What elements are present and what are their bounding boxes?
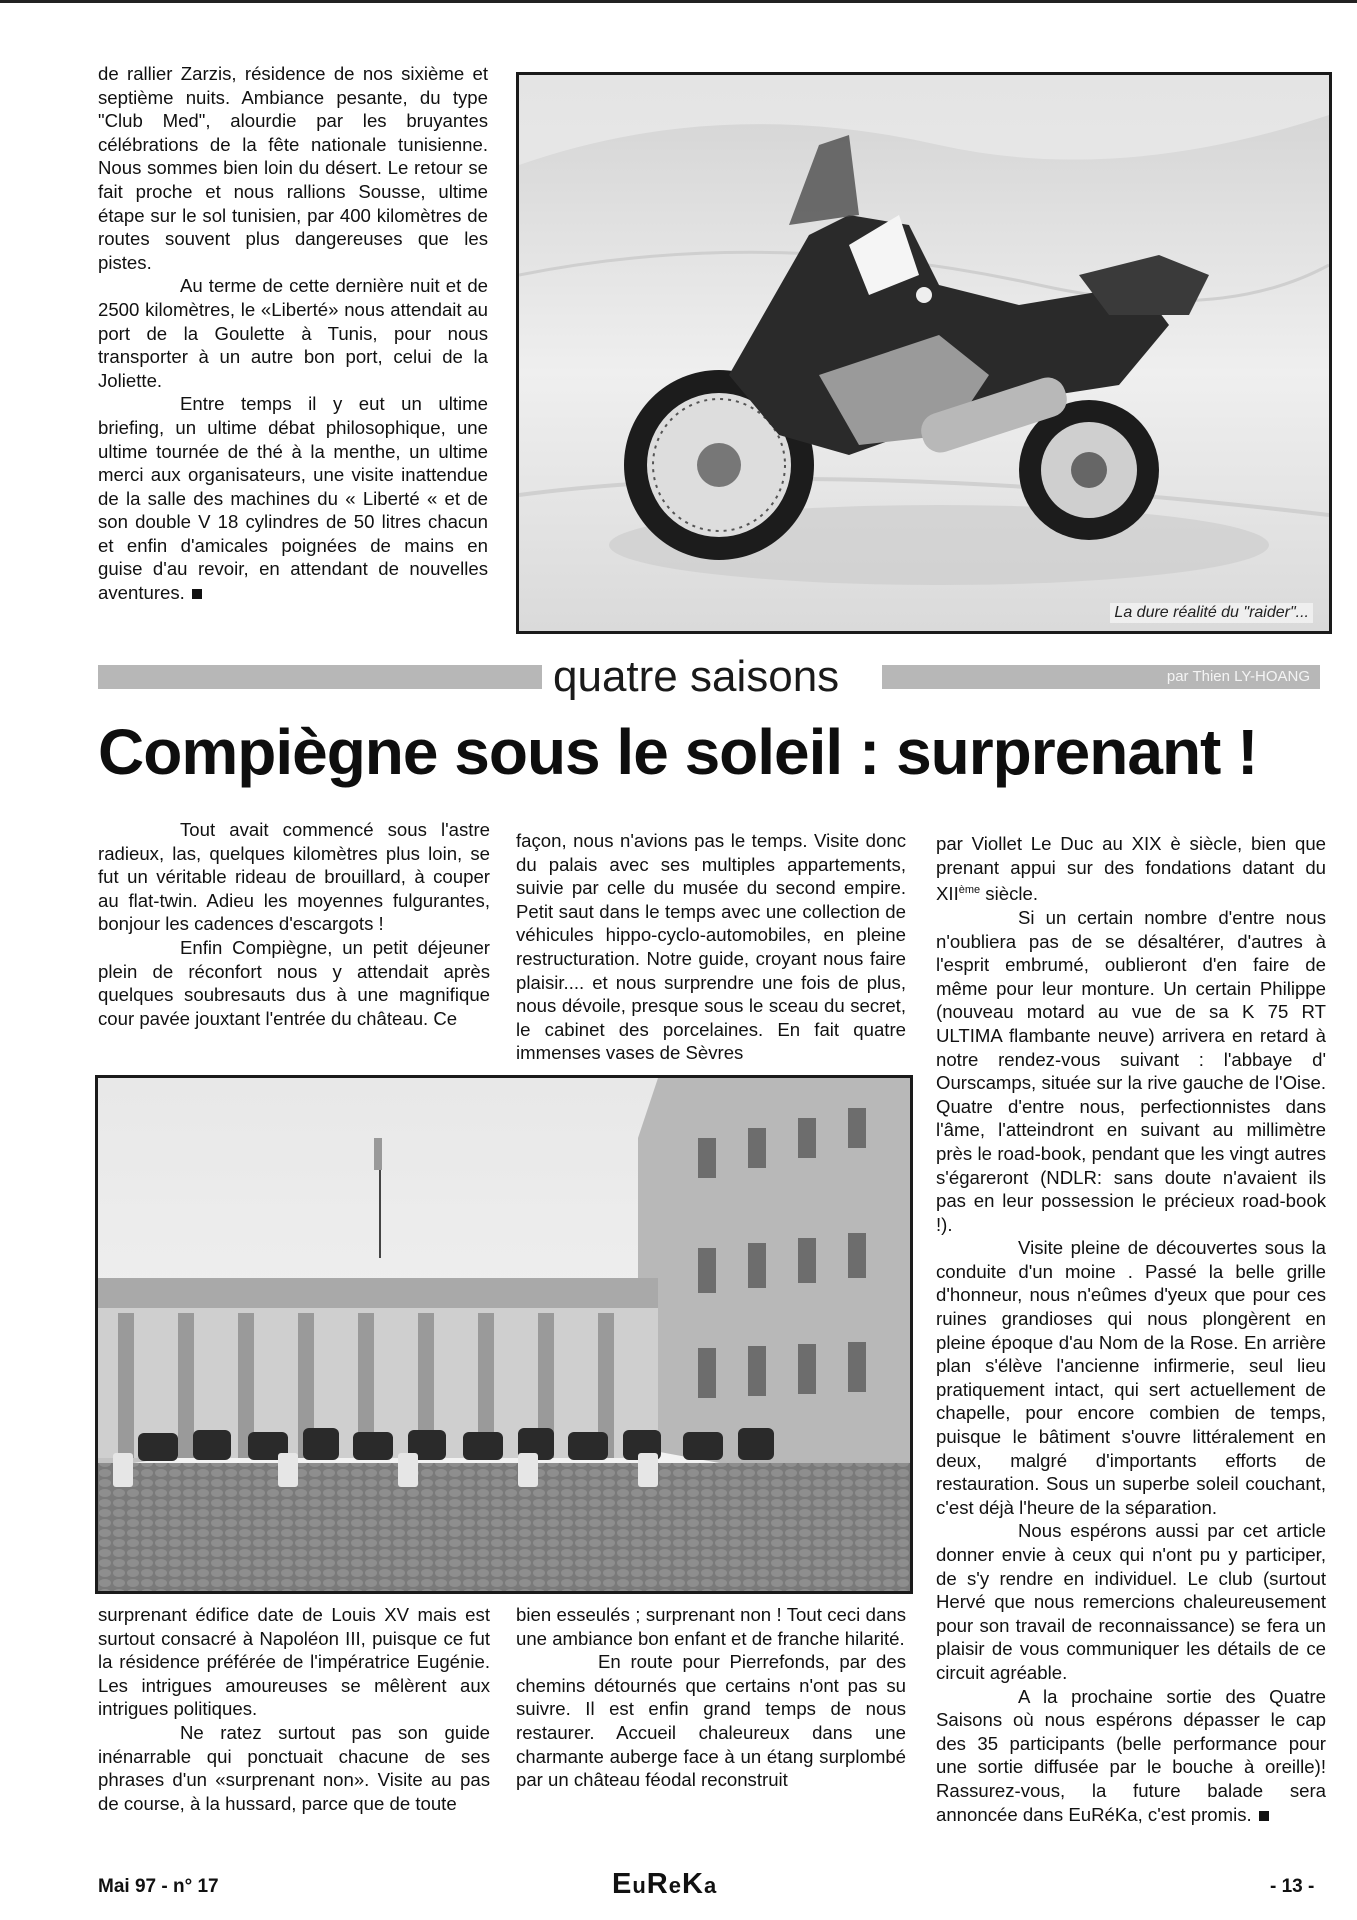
- section-band-left: [98, 665, 542, 689]
- end-of-article-mark: [192, 589, 202, 599]
- article-column-2: [516, 829, 906, 1065]
- article-column-1-continued: [98, 1603, 490, 1815]
- logo-letter: a: [703, 1873, 718, 1898]
- motorcycle-photo: [516, 72, 1332, 634]
- paragraph-text: par Viollet Le Duc au XIX è siècle, bien que prenant appui sur des fondations datant du XII: [936, 833, 1326, 905]
- paragraph: Visite pleine de découvertes sous la conduite d'un moine . Passé la belle grille d'honneur, nous n'eûmes d'yeux que pour ces ruines grandioses qui nous plongèrent en pleine époque d'au Nom de la Rose. En arrière plan s'élève l'ancienne infirmerie, seul lieu pratiquement intact, qui sert actuellement de chapelle, pour encore combien de temps, puisque le bâtiment s'ouvre littéralement en deux, malgré d'importants efforts de restauration. Sous un superbe soleil couchant, c'est déjà l'heure de la séparation.: [936, 1237, 1326, 1518]
- end-of-article-mark: [1259, 1811, 1269, 1821]
- article-column-2-continued: [516, 1603, 906, 1792]
- logo-letter: R: [646, 1868, 669, 1900]
- paragraph: [936, 1685, 1326, 1827]
- article-column-1: [98, 818, 490, 1030]
- motorcycle-illustration: [519, 75, 1329, 631]
- paragraph-text: siècle.: [980, 883, 1039, 905]
- page-number: - 13 -: [1270, 1876, 1315, 1897]
- paragraph: [936, 832, 1326, 906]
- paragraph-text: Entre temps il y eut un ultime briefing, un ultime débat philosophique, une ultime tournée de thé à la menthe, un ultime merci aux organisateurs, une visite inattendue de la salle des machines du « Liberté « et de son double V 18 cylindres de 50 litres chacun et enfin d'amicales poignées de mains en guise d'au revoir, en attendant de nouvelles aventures.: [98, 393, 488, 604]
- paragraph: bien esseulés ; surprenant non ! Tout ceci dans une ambiance bon enfant et de franche hilarité.: [516, 1604, 906, 1649]
- intro-column: [98, 62, 488, 605]
- paragraph: En route pour Pierrefonds, par des chemins détournés que certains n'ont pas su suivre. Il est enfin grand temps de nous restaurer. Accueil chaleureux dans une charmante auberge face à un étang surplombé par un château féodal reconstruit: [516, 1651, 906, 1791]
- paragraph: Si un certain nombre d'entre nous n'oubliera pas de se désaltérer, d'autres à l'esprit embrumé, oublieront d'en faire de même pour leur monture. Un certain Philippe (nouveau motard au vue de sa K 75 RT ULTIMA flambante neuve) arrivera en retard à notre rendez-vous suivant : l'abbaye d' Ourscamps, située sur la rive gauche de l'Oise. Quatre d'entre nous, perfectionnistes dans l'âme, l'atteindront en suivant au millimètre près le road-book, pendant que les vingt autres s'égareront (NDLR: sans doute n'avaient ils pas en leur possession le précieux road-book !).: [936, 906, 1326, 1235]
- top-rule: [0, 0, 1357, 3]
- paragraph: Enfin Compiègne, un petit déjeuner plein de réconfort nous y attendait après quelques soubresauts dus à une magnifique cour pavée jouxtant l'entrée du château. Ce: [98, 936, 490, 1029]
- paragraph: Au terme de cette dernière nuit et de 2500 kilomètres, le «Liberté» nous attendait au port de la Goulette à Tunis, pour nous transporter à un autre bon port, celui de la Joliette.: [98, 275, 488, 391]
- paragraph: [98, 392, 488, 604]
- section-header: [98, 652, 1320, 701]
- paragraph: Ne ratez surtout pas son guide inénarrable qui ponctuait chacune de ses phrases d'un «surprenant non». Visite au pas de course, à la hussard, parce que de toute: [98, 1721, 490, 1814]
- section-title: quatre saisons: [553, 652, 840, 701]
- article-column-3: [936, 832, 1326, 1826]
- author-byline: par Thien LY-HOANG: [1166, 668, 1310, 685]
- photo-caption: La dure réalité du "raider"...: [1110, 603, 1313, 623]
- chateau-illustration: [98, 1078, 910, 1591]
- issue-number: Mai 97 - n° 17: [98, 1876, 219, 1897]
- magazine-logo: [612, 1868, 717, 1901]
- logo-letter: e: [668, 1873, 682, 1898]
- logo-letter: K: [682, 1868, 704, 1900]
- paragraph: surprenant édifice date de Louis XV mais est surtout consacré à Napoléon III, puisque ce fut la résidence préférée de l'impératrice Eugénie. Les intrigues amoureuses se mêlèrent aux intrigues politiques.: [98, 1604, 490, 1720]
- logo-letter: u: [632, 1873, 647, 1898]
- paragraph: Nous espérons aussi par cet article donner envie à ceux qui n'ont pu y participer, de s'y rendre en individuel. Le club (surtout Hervé que nous remercions chaleureusement pour son travail de reconnaissance) se fera un plaisir de vous communiquer les détails de ce circuit agréable.: [936, 1520, 1326, 1683]
- chateau-photo: [95, 1075, 913, 1594]
- paragraph: Tout avait commencé sous l'astre radieux, las, quelques kilomètres plus loin, se fut un véritable rideau de brouillard, à couper au flat-twin. Adieu les moyennes fulgurantes, bonjour les cadences d'escargots !: [98, 819, 490, 935]
- logo-letter: E: [612, 1868, 633, 1900]
- paragraph-text: A la prochaine sortie des Quatre Saisons où nous espérons dépasser le cap des 35 participants (belle performance pour une sortie diffusée par le bouche à oreille)! Rassurez-vous, la future balade sera annoncée dans EuRéKa, c'est promis.: [936, 1685, 1326, 1825]
- article-headline: Compiègne sous le soleil : surprenant !: [98, 716, 1258, 788]
- superscript: ème: [958, 884, 981, 897]
- paragraph: façon, nous n'avions pas le temps. Visite donc du palais avec ses multiples appartements, suivie par celle du musée du second empire. Petit saut dans le temps avec une collection de véhicules hippo-cyclo-automobiles, en pleine restructuration. Notre guide, croyant nous faire plaisir.... et nous surprendre une fois de plus, nous dévoile, presque sous le sceau du secret, le cabinet des porcelaines. En fait quatre immenses vases de Sèvres: [516, 830, 906, 1064]
- paragraph: de rallier Zarzis, résidence de nos sixième et septième nuits. Ambiance pesante, du type "Club Med", alourdie par les bruyantes célébrations de la fête nationale tunisienne. Nous sommes bien loin du désert. Le retour se fait proche et nous rallions Sousse, ultime étape sur le sol tunisien, par 400 kilomètres de routes souvent plus dangereuses que les pistes.: [98, 63, 488, 273]
